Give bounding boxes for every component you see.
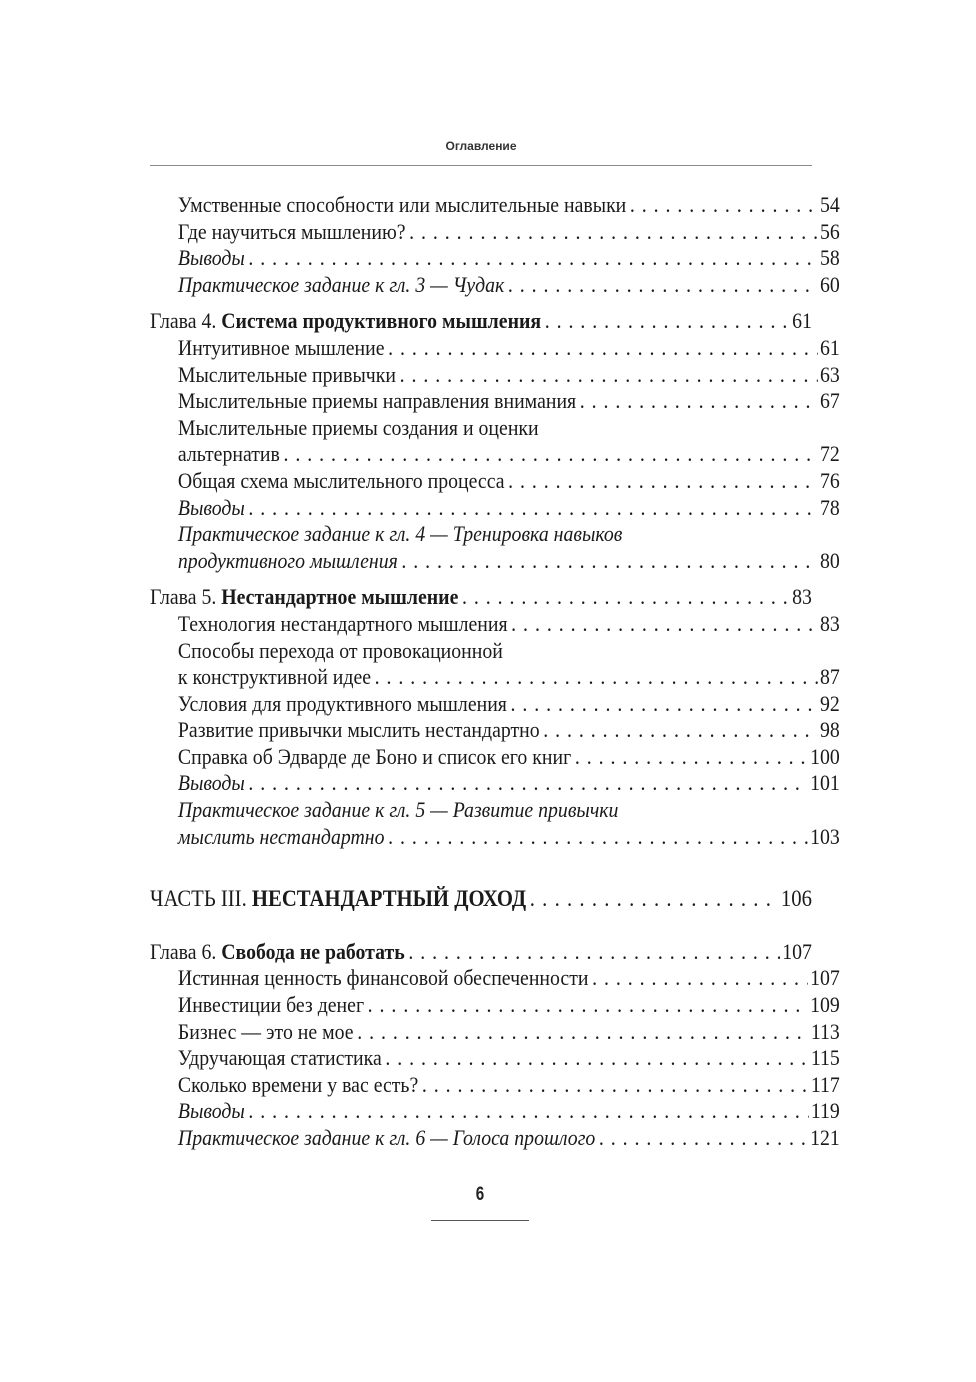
toc-entry[interactable] bbox=[150, 611, 840, 638]
footer-rule bbox=[431, 1220, 529, 1221]
leader-dots bbox=[248, 1098, 809, 1125]
toc-entry-label: Умственные способности или мыслительные навыки bbox=[177, 192, 627, 217]
toc-entry-label: Где научиться мышлению? bbox=[177, 218, 406, 244]
toc-entry-label: альтернатив bbox=[177, 441, 280, 467]
toc-entry-page: 121 bbox=[810, 1125, 840, 1150]
toc-chapter-5[interactable] bbox=[150, 584, 812, 611]
toc-entry-page: 63 bbox=[820, 361, 840, 387]
leader-dots bbox=[462, 584, 790, 611]
toc-entry-page: 115 bbox=[810, 1045, 840, 1071]
leader-dots bbox=[408, 939, 780, 966]
toc-entry[interactable] bbox=[150, 1045, 840, 1072]
toc-entry[interactable] bbox=[150, 245, 840, 272]
toc-entry-page: 61 bbox=[820, 334, 840, 360]
toc-entry[interactable] bbox=[150, 192, 840, 219]
toc-part-3[interactable] bbox=[150, 886, 812, 913]
leader-dots bbox=[599, 1125, 808, 1152]
leader-dots bbox=[575, 744, 809, 771]
leader-dots bbox=[357, 1019, 809, 1046]
toc-entry[interactable] bbox=[150, 744, 840, 771]
toc-entry-page: 101 bbox=[810, 770, 840, 796]
toc-entry[interactable] bbox=[150, 717, 840, 744]
toc-entry-label: Практическое задание к гл. 6 — Голоса прошлого bbox=[177, 1125, 596, 1150]
toc-entry[interactable] bbox=[150, 691, 840, 718]
toc-entry-label: Сколько времени у вас есть? bbox=[177, 1071, 419, 1097]
toc-entry-page: 103 bbox=[810, 823, 840, 849]
toc-entry-line1[interactable] bbox=[150, 638, 840, 665]
chapter-prefix: Глава 5. bbox=[150, 584, 217, 610]
toc-entry-label: Выводы bbox=[177, 245, 245, 271]
leader-dots bbox=[545, 308, 791, 335]
leader-dots bbox=[248, 495, 818, 522]
toc-entry-page: 117 bbox=[810, 1071, 840, 1097]
leader-dots bbox=[409, 219, 818, 246]
toc-entry-page: 106 bbox=[780, 886, 812, 912]
toc-entry-page: 107 bbox=[810, 965, 840, 991]
toc-entry[interactable] bbox=[150, 1098, 840, 1125]
toc-entry-label: Практическое задание к гл. 4 — Тренировка навыков bbox=[177, 521, 623, 547]
toc-entry-page: 100 bbox=[810, 743, 840, 769]
leader-dots bbox=[388, 335, 818, 362]
toc-entry[interactable] bbox=[150, 992, 840, 1019]
leader-dots bbox=[388, 824, 808, 851]
leader-dots bbox=[368, 992, 809, 1019]
toc-entry[interactable] bbox=[150, 1125, 840, 1152]
toc-entry-line2[interactable] bbox=[150, 548, 840, 575]
chapter-title: Система продуктивного мышления bbox=[221, 308, 542, 334]
toc-entry-line2[interactable] bbox=[150, 441, 840, 468]
leader-dots bbox=[385, 1045, 809, 1072]
chapter-prefix: Глава 4. bbox=[150, 308, 217, 334]
toc-entry-label: Мыслительные приемы создания и оценки bbox=[177, 414, 539, 440]
toc-entry[interactable] bbox=[150, 362, 840, 389]
toc-entry-label: Выводы bbox=[177, 494, 245, 520]
leader-dots bbox=[630, 192, 818, 219]
toc-entry-page: 92 bbox=[820, 690, 840, 716]
toc-entry-line1[interactable] bbox=[150, 521, 840, 548]
leader-dots bbox=[511, 611, 818, 638]
running-head: Оглавление bbox=[445, 139, 517, 153]
toc-entry-page: 83 bbox=[820, 610, 840, 636]
toc-entry-label: Развитие привычки мыслить нестандартно bbox=[177, 717, 540, 743]
toc-entry-page: 83 bbox=[792, 584, 812, 610]
toc-entry-label: Инвестиции без денег bbox=[177, 992, 365, 1018]
toc-entry-page: 67 bbox=[820, 388, 840, 414]
toc-entry-label: Выводы bbox=[177, 770, 245, 796]
toc-entry[interactable] bbox=[150, 388, 840, 415]
chapter-prefix: Глава 6. bbox=[150, 938, 217, 964]
toc-chapter-6[interactable] bbox=[150, 939, 812, 966]
table-of-contents bbox=[150, 192, 840, 1152]
toc-entry-label: Мыслительные приемы направления внимания bbox=[177, 388, 577, 414]
leader-dots bbox=[401, 548, 818, 575]
toc-entry-page: 72 bbox=[820, 441, 840, 467]
toc-entry[interactable] bbox=[150, 335, 840, 362]
toc-entry-label: Условия для продуктивного мышления bbox=[177, 690, 507, 716]
toc-entry-label: Способы перехода от провокационной bbox=[177, 637, 503, 663]
chapter-title: Свобода не работать bbox=[221, 938, 405, 964]
leader-dots bbox=[508, 272, 818, 299]
leader-dots bbox=[283, 441, 818, 468]
toc-entry-label: Технология нестандартного мышления bbox=[177, 610, 508, 636]
leader-dots bbox=[248, 770, 808, 797]
leader-dots bbox=[400, 362, 819, 389]
toc-entry-page: 60 bbox=[820, 271, 840, 297]
toc-entry-page: 119 bbox=[810, 1098, 840, 1124]
toc-entry[interactable] bbox=[150, 272, 840, 299]
toc-entry-label: Бизнес — это не мое bbox=[177, 1018, 354, 1044]
toc-entry-line1[interactable] bbox=[150, 797, 840, 824]
toc-entry[interactable] bbox=[150, 770, 840, 797]
toc-entry-page: 76 bbox=[820, 467, 840, 493]
toc-entry-label: Выводы bbox=[177, 1098, 245, 1124]
toc-entry[interactable] bbox=[150, 495, 840, 522]
toc-entry-line2[interactable] bbox=[150, 664, 840, 691]
toc-entry-label: мыслить нестандартно bbox=[177, 823, 385, 849]
leader-dots bbox=[422, 1072, 809, 1099]
toc-entry-line2[interactable] bbox=[150, 824, 840, 851]
toc-entry-page: 54 bbox=[820, 192, 840, 217]
toc-entry-line1[interactable] bbox=[150, 415, 840, 442]
toc-entry-label: Истинная ценность финансовой обеспеченности bbox=[177, 965, 589, 991]
toc-entry-page: 113 bbox=[810, 1018, 840, 1044]
toc-entry[interactable] bbox=[150, 468, 840, 495]
page-number: 6 bbox=[475, 1184, 485, 1205]
toc-entry-page: 109 bbox=[810, 992, 840, 1018]
chapter-title: Нестандартное мышление bbox=[221, 584, 459, 610]
toc-entry-page: 98 bbox=[820, 717, 840, 743]
toc-entry[interactable] bbox=[150, 1072, 840, 1099]
leader-dots bbox=[543, 717, 818, 744]
toc-entry-label: продуктивного мышления bbox=[177, 547, 398, 573]
toc-entry-label: Удручающая статистика bbox=[177, 1045, 382, 1071]
leader-dots bbox=[530, 886, 779, 913]
toc-entry[interactable] bbox=[150, 965, 840, 992]
part-title: НЕСТАНДАРТНЫЙ ДОХОД bbox=[251, 886, 527, 912]
toc-entry-label: Общая схема мыслительного процесса bbox=[177, 467, 505, 493]
leader-dots bbox=[592, 965, 808, 992]
toc-entry-label: Мыслительные привычки bbox=[177, 361, 396, 387]
toc-entry-label: к конструктивной идее bbox=[177, 664, 372, 690]
toc-chapter-4[interactable] bbox=[150, 308, 812, 335]
toc-entry-page: 58 bbox=[820, 245, 840, 271]
toc-entry[interactable] bbox=[150, 219, 840, 246]
toc-entry-page: 61 bbox=[792, 308, 812, 334]
leader-dots bbox=[511, 691, 819, 718]
toc-entry-label: Практическое задание к гл. 5 — Развитие привычки bbox=[177, 797, 619, 823]
toc-entry-label: Справка об Эдварде де Боно и список его книг bbox=[177, 743, 572, 769]
header-rule bbox=[150, 165, 812, 166]
toc-entry-page: 56 bbox=[820, 218, 840, 244]
leader-dots bbox=[248, 245, 818, 272]
toc-entry-label: Практическое задание к гл. 3 — Чудак bbox=[177, 271, 505, 297]
toc-entry-label: Интуитивное мышление bbox=[177, 334, 385, 360]
toc-entry-page: 107 bbox=[782, 938, 812, 964]
leader-dots bbox=[580, 388, 818, 415]
leader-dots bbox=[508, 468, 818, 495]
toc-entry-page: 87 bbox=[820, 664, 840, 690]
part-prefix: ЧАСТЬ III. bbox=[150, 886, 247, 912]
toc-entry-page: 78 bbox=[820, 494, 840, 520]
leader-dots bbox=[375, 664, 819, 691]
toc-entry-page: 80 bbox=[820, 547, 840, 573]
toc-entry[interactable] bbox=[150, 1019, 840, 1046]
